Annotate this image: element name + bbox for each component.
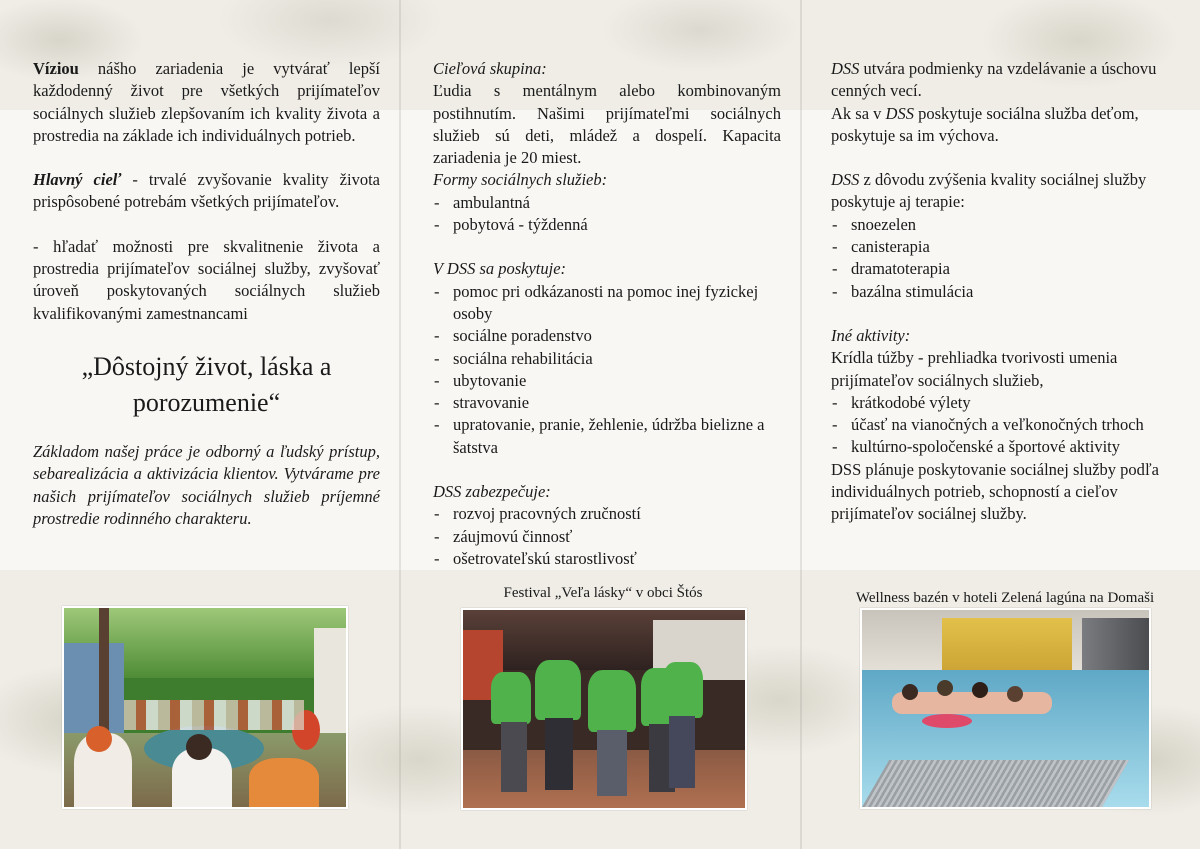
education-paragraph — [831, 58, 1179, 103]
garden-photo — [62, 606, 348, 809]
fold-line-left — [399, 0, 401, 849]
children-text-a: Ak sa v — [831, 103, 886, 123]
other-text: Krídla túžby - prehliadka tvorivosti umenia prijímateľov sociálnych služieb, — [831, 348, 1118, 390]
goal-paragraph — [33, 169, 380, 214]
target-text: Ľudia s mentálnym alebo kombinovaným postihnutím. Našimi prijímateľmi sociálnych služieb sú deti, mládež a dospelí. Kapacita zariadenia je 20 miest. — [433, 81, 781, 168]
list-item: - kultúrno-spoločenské a športové aktivity — [831, 436, 1179, 458]
therapy-paragraph — [831, 169, 1179, 214]
motto-quote: „Dôstojný život, láska a porozumenie“ — [81, 351, 332, 417]
forms-list — [433, 192, 781, 237]
closing-paragraph: DSS plánuje poskytovanie sociálnej služby podľa individuálnych potrieb, schopností a cieľov prijímateľov sociálnej služby. — [831, 459, 1159, 524]
basis-paragraph: Základom našej práce je odborný a ľudský prístup, sebarealizácia a aktivizácia klientov. Vytvárame pre našich prijímateľov sociálnych služieb príjemné prostredie rodinného charakteru. — [33, 441, 380, 528]
target-heading: Cieľová skupina: — [433, 59, 547, 78]
vision-paragraph — [33, 58, 380, 147]
list-item: - stravovanie — [433, 392, 781, 414]
children-text-b: poskytuje sociálna služba deťom, poskytuje sa im výchova. — [831, 103, 1139, 145]
list-item: - pobytová - týždenná — [433, 214, 781, 236]
therapy-list — [831, 214, 1179, 303]
therapy-text: z dôvodu zvýšenia kvality sociálnej služby poskytuje aj terapie: — [831, 170, 1147, 212]
list-item: - sociálna rehabilitácia — [433, 348, 781, 370]
list-item: - pomoc pri odkázanosti na pomoc inej fyzickej osoby — [433, 281, 781, 326]
list-item: - ambulantná — [433, 192, 781, 214]
list-item: - ubytovanie — [433, 370, 781, 392]
wellness-caption: Wellness bazén v hoteli Zelená lagúna na Domaši — [855, 590, 1155, 606]
provides-heading: V DSS sa poskytuje: — [433, 259, 567, 279]
vision-text: nášho zariadenia je vytvárať lepší každodenný život pre všetkých prijímateľov sociálnych služieb zlepšovaním ich kvality života a prostredia na základe ich individuálnych potrieb. — [33, 59, 380, 145]
column-vision — [33, 58, 380, 530]
dss-abbr: DSS — [831, 170, 860, 190]
festival-caption: Festival „Veľa lásky“ v obci Štós — [503, 585, 703, 601]
list-item: - záujmovú činnosť — [433, 526, 781, 548]
fold-line-right — [800, 0, 802, 849]
list-item: - upratovanie, pranie, žehlenie, údržba bielizne a šatstva — [433, 414, 781, 459]
list-item: - bazálna stimulácia — [831, 281, 1179, 303]
list-item: - dramatoterapia — [831, 258, 1179, 280]
column-services — [433, 58, 781, 570]
goal-lead: Hlavný cieľ — [33, 170, 122, 190]
other-list — [831, 392, 1179, 459]
list-item: - ošetrovateľskú starostlivosť — [433, 548, 781, 570]
other-heading: Iné aktivity: — [831, 325, 911, 345]
dss-abbr: DSS — [885, 103, 914, 123]
festival-photo — [461, 608, 747, 810]
goal-text: - trvalé zvyšovanie kvality života prispôsobené potrebám všetkých prijímateľov. — [33, 170, 380, 212]
list-item: - krátkodobé výlety — [831, 392, 1179, 414]
provides-list — [433, 281, 781, 459]
list-item: - canisterapia — [831, 236, 1179, 258]
children-paragraph — [831, 103, 1179, 148]
ensures-heading: DSS zabezpečuje: — [433, 482, 551, 502]
dss-abbr: DSS — [831, 59, 860, 78]
list-item: - snoezelen — [831, 214, 1179, 236]
vision-lead: Víziou — [33, 59, 79, 78]
education-text: utvára podmienky na vzdelávanie a úschovu cenných vecí. — [831, 59, 1157, 101]
list-item: - rozvoj pracovných zručností — [433, 503, 781, 525]
ensures-list — [433, 503, 781, 570]
list-item: - účasť na vianočných a veľkonočných trhoch — [831, 414, 1179, 436]
pool-photo — [860, 608, 1151, 809]
list-item: - sociálne poradenstvo — [433, 325, 781, 347]
forms-heading: Formy sociálnych služieb: — [433, 170, 608, 190]
goal-point: - hľadať možnosti pre skvalitnenie života a prostredia prijímateľov sociálnej služby, zvyšovať úroveň poskytovaných sociálnych služieb kvalifikovanými zamestnancami — [33, 236, 380, 323]
column-activities — [831, 58, 1179, 526]
